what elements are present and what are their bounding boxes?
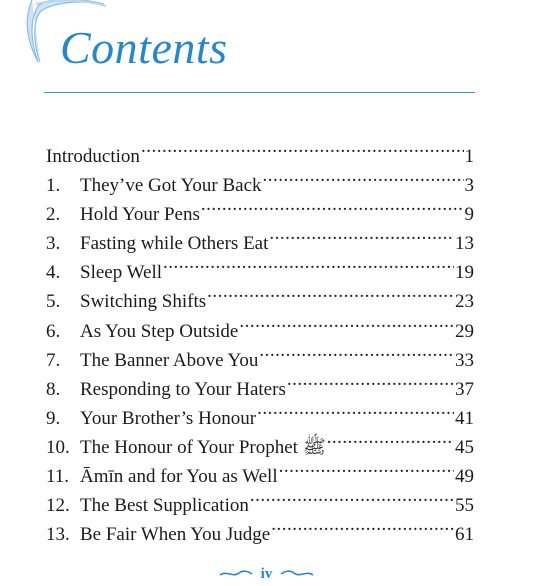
toc-page: 19 — [455, 262, 474, 284]
toc-page: 13 — [455, 233, 474, 255]
toc-page: 55 — [455, 495, 474, 517]
toc-number: 11. — [46, 466, 70, 488]
toc-number: 12. — [46, 495, 70, 517]
toc-page: 9 — [464, 204, 474, 226]
toc-title: Switching Shifts — [80, 291, 207, 313]
dot-leader — [239, 308, 454, 337]
toc-page: 37 — [455, 378, 474, 400]
toc-number: 10. — [46, 436, 70, 458]
right-flourish-icon — [280, 569, 314, 579]
toc-title: They’ve Got Your Back — [80, 175, 262, 197]
toc-number: 1. — [46, 175, 61, 197]
toc-page: 33 — [455, 349, 474, 371]
toc-number: 4. — [46, 262, 61, 284]
page-number: iv — [260, 566, 273, 582]
toc-page: 41 — [455, 407, 474, 429]
toc-page: 3 — [464, 175, 474, 197]
toc-title: The Best Supplication — [80, 495, 249, 517]
toc-number: 8. — [46, 378, 61, 400]
toc-page: 1 — [464, 146, 474, 167]
page-title: Contents — [60, 22, 228, 73]
toc-page: 29 — [455, 320, 474, 342]
dot-leader — [327, 424, 454, 453]
toc-title: Fasting while Others Eat — [80, 233, 269, 255]
toc-title: The Banner Above You — [80, 349, 259, 371]
title-divider — [44, 92, 475, 93]
toc-number: 5. — [46, 291, 61, 313]
page-footer — [0, 566, 533, 582]
toc-title: Be Fair When You Judge — [80, 524, 271, 546]
dot-leader — [271, 511, 454, 540]
dot-leader — [257, 395, 454, 424]
toc-title: As You Step Outside — [80, 320, 239, 342]
dot-leader — [279, 453, 454, 482]
dot-leader — [259, 337, 454, 366]
toc-number: 9. — [46, 407, 61, 429]
toc-title: Sleep Well — [80, 262, 163, 284]
toc-page: 61 — [455, 524, 474, 546]
toc-page: 49 — [455, 466, 474, 488]
dot-leader — [250, 482, 454, 511]
dot-leader — [207, 278, 454, 307]
toc-number: 13. — [46, 524, 70, 546]
toc-title: Your Brother’s Honour — [80, 407, 257, 429]
toc-number: 2. — [46, 204, 61, 226]
dot-leader — [263, 162, 464, 191]
dot-leader — [269, 220, 454, 249]
dot-leader — [163, 249, 454, 278]
toc-title: Hold Your Pens — [80, 204, 200, 226]
dot-leader — [287, 366, 454, 395]
toc-title: The Honour of Your Prophet ﷺ — [80, 436, 326, 458]
toc-title: Responding to Your Haters — [80, 378, 286, 400]
toc-entry[interactable] — [46, 133, 474, 167]
table-of-contents — [46, 133, 474, 546]
toc-number: 6. — [46, 320, 61, 342]
dot-leader — [201, 191, 464, 220]
toc-title: Āmīn and for You as Well — [80, 466, 278, 488]
left-flourish-icon — [219, 569, 253, 579]
toc-number: 3. — [46, 233, 61, 255]
toc-page: 23 — [455, 291, 474, 313]
toc-title: Introduction — [46, 146, 140, 167]
toc-page: 45 — [455, 436, 474, 458]
toc-number: 7. — [46, 349, 61, 371]
dot-leader — [141, 133, 464, 162]
